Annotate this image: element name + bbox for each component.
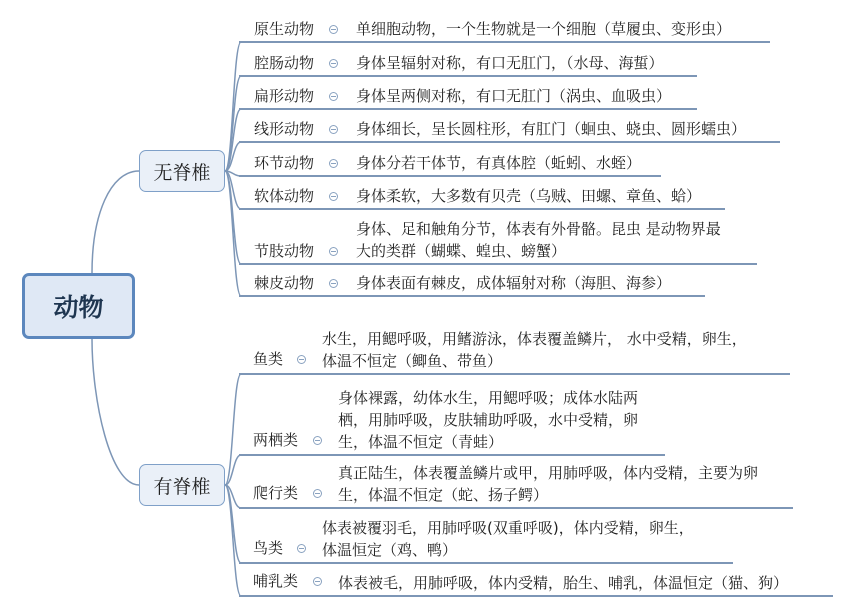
category-description: 身体呈辐射对称，有口无肛门，（水母、海蜇） (356, 54, 664, 72)
row-underline (239, 454, 665, 456)
category-name: 棘皮动物 (254, 274, 315, 292)
link-vertebrates-4 (225, 485, 241, 596)
row-underline (239, 295, 705, 297)
category-name: 软体动物 (254, 187, 315, 205)
category-description: 栖，用肺呼吸，皮肤辅助呼吸，水中受精，卵 (338, 411, 639, 429)
collapse-icon (329, 59, 338, 68)
category-name: 原生动物 (254, 20, 315, 38)
collapse-icon (329, 125, 338, 134)
category-name: 环节动物 (254, 154, 315, 172)
collapse-icon (313, 436, 322, 445)
category-description: 身体分若干体节，有真体腔（蚯蚓、水蛭） (356, 154, 642, 172)
row-underline (239, 595, 833, 597)
category-name: 线形动物 (254, 120, 315, 138)
category-description: 单细胞动物，一个生物就是一个细胞（草履虫、变形虫） (356, 20, 732, 38)
row-underline (239, 507, 793, 509)
link-invertebrates-0 (225, 42, 241, 171)
collapse-icon (329, 159, 338, 168)
link-root-invertebrates (92, 171, 139, 273)
collapse-icon (329, 279, 338, 288)
row-underline (239, 108, 697, 110)
collapse-icon (313, 577, 322, 586)
category-description: 体表被覆羽毛，用肺呼吸(双重呼吸)，体内受精，卵生， (322, 519, 694, 537)
category-description: 体温恒定（鸡、鸭） (322, 541, 458, 559)
row-underline (239, 141, 780, 143)
category-name: 哺乳类 (253, 572, 299, 590)
root-node[interactable]: 动物 (22, 273, 135, 339)
collapse-icon (329, 247, 338, 256)
category-description: 水生，用鳃呼吸，用鳍游泳，体表覆盖鳞片， 水中受精，卵生， (322, 330, 747, 348)
category-description: 身体裸露，幼体水生，用鳃呼吸；成体水陆两 (338, 389, 639, 407)
collapse-icon (329, 25, 338, 34)
category-description: 体温不恒定（鲫鱼、带鱼） (322, 352, 503, 370)
category-name: 爬行类 (253, 484, 299, 502)
branch-invertebrates[interactable]: 无脊椎 (139, 150, 225, 192)
category-name: 腔肠动物 (254, 54, 315, 72)
row-underline (239, 41, 770, 43)
collapse-icon (329, 192, 338, 201)
link-root-vertebrates (92, 339, 139, 485)
row-underline (239, 562, 733, 564)
collapse-icon (297, 544, 306, 553)
row-underline (239, 208, 725, 210)
category-name: 节肢动物 (254, 242, 315, 260)
collapse-icon (313, 489, 322, 498)
category-description: 身体表面有棘皮，成体辐射对称（海胆、海参） (356, 274, 672, 292)
category-description: 真正陆生，体表覆盖鳞片或甲，用肺呼吸，体内受精，主要为卵 (338, 464, 759, 482)
category-name: 鸟类 (253, 539, 284, 557)
row-underline (239, 175, 661, 177)
category-description: 大的类群（蝴蝶、蝗虫、螃蟹） (356, 242, 567, 260)
category-name: 鱼类 (253, 350, 284, 368)
category-description: 身体呈两侧对称，有口无肛门（涡虫、血吸虫） (356, 87, 672, 105)
branch-vertebrates[interactable]: 有脊椎 (139, 464, 225, 506)
category-description: 身体、足和触角分节，体表有外骨骼。昆虫 是动物界最 (356, 220, 721, 238)
category-description: 生，体温不恒定（青蛙） (338, 433, 504, 451)
category-description: 生，体温不恒定（蛇、扬子鳄） (338, 486, 549, 504)
category-name: 两栖类 (253, 431, 299, 449)
category-description: 身体细长，呈长圆柱形，有肛门（蛔虫、蛲虫、圆形蠕虫） (356, 120, 747, 138)
row-underline (239, 373, 790, 375)
collapse-icon (297, 355, 306, 364)
category-description: 体表被毛，用肺呼吸，体内受精，胎生、哺乳，体温恒定（猫、狗） (338, 574, 789, 592)
link-invertebrates-6 (225, 171, 241, 264)
collapse-icon (329, 92, 338, 101)
row-underline (239, 263, 757, 265)
category-name: 扁形动物 (254, 87, 315, 105)
row-underline (239, 75, 697, 77)
category-description: 身体柔软，大多数有贝壳（乌贼、田螺、章鱼、蛤） (356, 187, 702, 205)
